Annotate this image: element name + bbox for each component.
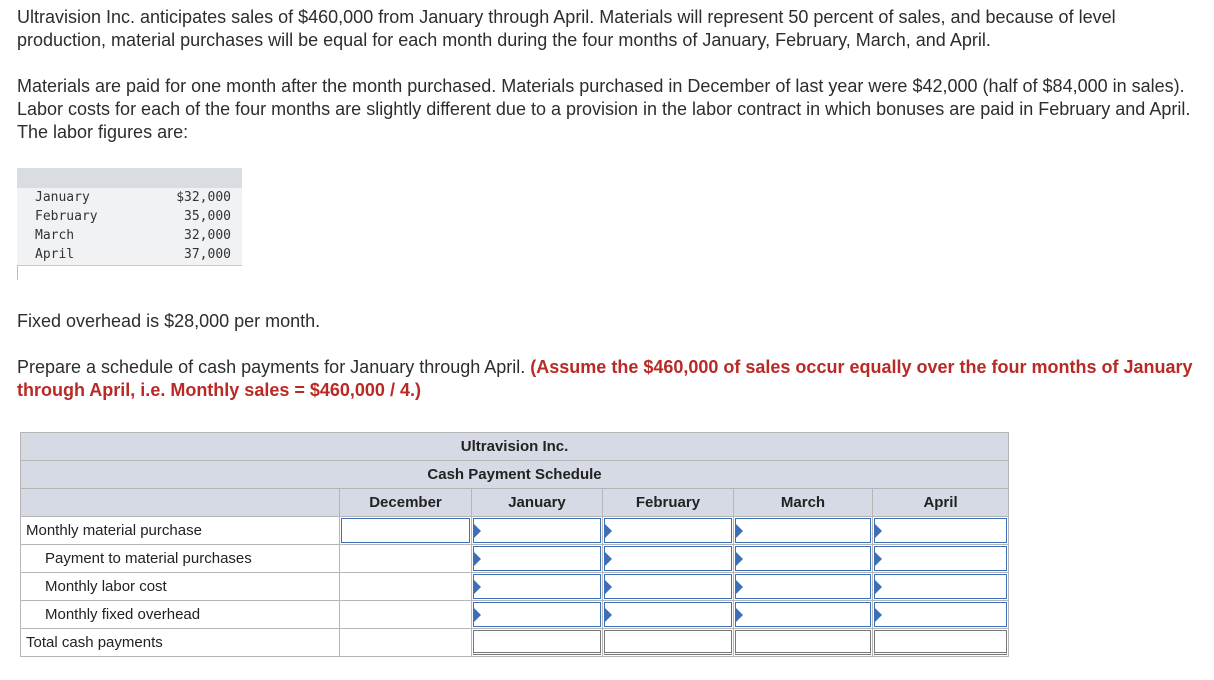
total-april-cell [874,630,1007,655]
materials-payment-paragraph: Materials are paid for one month after the month purchased. Materials purchased in December of last year were $42,000 (half of $84,000 in sales). Labor costs for each of the four months are slightly different due to a provision in the labor contract in which bonuses are paid in February and April. The labor figures are: [17,76,1191,142]
flag-icon [875,552,882,566]
flag-icon [605,524,612,538]
material-purchase-january-input[interactable] [474,519,600,542]
problem-intro-paragraph: Ultravision Inc. anticipates sales of $460,000 from January through April. Materials will represent 50 percent of sales, and because of level production, material purchases will be equal for each month during the four months of January, February, March, and April. [17,7,1116,50]
flag-icon [736,580,743,594]
labor-month: January [35,190,90,205]
labor-cost-april-input[interactable] [875,575,1006,598]
labor-row-march [35,226,231,245]
labor-figures-table [17,168,242,280]
labor-amount: 32,000 [184,228,231,243]
flag-icon [736,552,743,566]
flag-icon [736,608,743,622]
flag-icon [605,552,612,566]
flag-icon [474,608,481,622]
table-row-payment-material [21,545,1009,573]
total-february-cell [604,630,732,655]
fixed-overhead-february-input[interactable] [605,603,731,626]
flag-icon [875,580,882,594]
flag-icon [605,608,612,622]
instructions-text: Prepare a schedule of cash payments for January through April. [17,357,531,377]
labor-cost-february-input[interactable] [605,575,731,598]
column-header-march: March [734,489,873,517]
labor-amount: $32,000 [176,190,231,205]
row-label: Monthly labor cost [21,573,340,601]
fixed-overhead-april-input[interactable] [875,603,1006,626]
table-row-material-purchase [21,517,1009,545]
material-purchase-february-input[interactable] [605,519,731,542]
total-march-cell [735,630,871,655]
instructions-paragraph [17,356,1202,402]
flag-icon [474,580,481,594]
table-row-labor-cost [21,573,1009,601]
row-label: Payment to material purchases [21,545,340,573]
flag-icon [736,524,743,538]
cash-payment-schedule-table [20,432,1009,657]
row-label: Total cash payments [21,629,340,657]
flag-icon [474,552,481,566]
schedule-title-header: Cash Payment Schedule [21,461,1009,489]
row-label-header [21,489,340,517]
fixed-overhead-paragraph: Fixed overhead is $28,000 per month. [17,311,321,331]
flag-icon [474,524,481,538]
fixed-overhead-march-input[interactable] [736,603,870,626]
flag-icon [605,580,612,594]
table-row-total [21,629,1009,657]
material-purchase-april-input[interactable] [875,519,1006,542]
labor-cost-january-input[interactable] [474,575,600,598]
payment-material-february-input[interactable] [605,547,731,570]
labor-amount: 35,000 [184,209,231,224]
company-name-header: Ultravision Inc. [21,433,1009,461]
column-header-january: January [472,489,603,517]
labor-row-january [35,188,231,207]
labor-cost-march-input[interactable] [736,575,870,598]
instructions-assumption: (Assume the $460,000 of sales occur equally over the four months of January through April, i.e. Monthly sales = $460,000 / 4.) [17,357,1193,400]
payment-material-january-input[interactable] [474,547,600,570]
labor-month: March [35,228,75,243]
payment-material-march-input[interactable] [736,547,870,570]
material-purchase-december-input[interactable] [342,519,469,542]
row-label: Monthly fixed overhead [21,601,340,629]
labor-month: April [35,247,75,262]
row-label: Monthly material purchase [21,517,340,545]
fixed-overhead-january-input[interactable] [474,603,600,626]
payment-material-april-input[interactable] [875,547,1006,570]
column-header-december: December [340,489,472,517]
labor-month: February [35,209,98,224]
flag-icon [875,524,882,538]
flag-icon [875,608,882,622]
labor-amount: 37,000 [184,247,231,262]
labor-row-february [35,207,231,226]
labor-row-april [35,245,231,264]
material-purchase-march-input[interactable] [736,519,870,542]
column-header-april: April [873,489,1009,517]
column-header-february: February [603,489,734,517]
table-row-fixed-overhead [21,601,1009,629]
total-january-cell [473,630,601,655]
